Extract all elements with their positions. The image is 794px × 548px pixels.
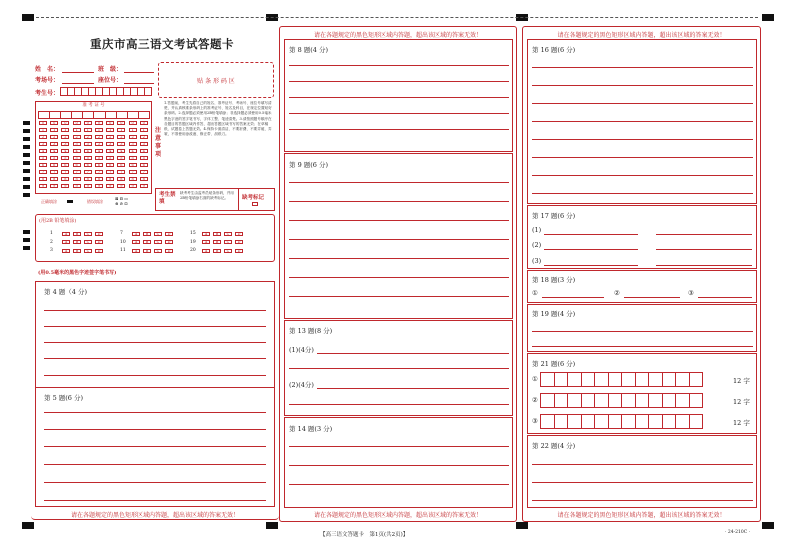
q21-suffix-2: 12 字 xyxy=(733,398,750,406)
mc-option-bubble[interactable]: A xyxy=(132,232,140,236)
digit-bubble[interactable]: 4 xyxy=(50,149,58,153)
notes-title: 注意事项 xyxy=(155,127,162,158)
q16-label: 第 16 题(6 分) xyxy=(532,46,576,54)
digit-bubble[interactable]: 0 xyxy=(106,121,114,125)
q16-box[interactable] xyxy=(527,39,757,204)
corner-mark xyxy=(516,522,528,529)
digit-bubble[interactable]: 0 xyxy=(140,121,148,125)
digit-bubble[interactable]: 2 xyxy=(106,135,114,139)
mc-option-bubble[interactable]: D xyxy=(235,249,243,253)
digit-bubble[interactable]: 1 xyxy=(140,128,148,132)
mc-option-bubble[interactable]: B xyxy=(143,240,151,244)
q19-box[interactable] xyxy=(527,304,757,352)
mc-option-bubble[interactable]: D xyxy=(165,240,173,244)
class-label: 班 级： xyxy=(98,66,123,73)
admission-ticket-grid[interactable] xyxy=(35,101,152,194)
digit-bubble[interactable]: 8 xyxy=(84,177,92,181)
digit-bubble[interactable]: 4 xyxy=(95,149,103,153)
q21-box[interactable] xyxy=(527,353,757,434)
digit-bubble[interactable]: 0 xyxy=(129,121,137,125)
digit-bubble[interactable]: 3 xyxy=(129,142,137,146)
digit-bubble[interactable]: 7 xyxy=(39,170,47,174)
digit-bubble[interactable]: 6 xyxy=(129,163,137,167)
mc-option-bubble[interactable]: C xyxy=(154,249,162,253)
digit-bubble[interactable]: 6 xyxy=(61,163,69,167)
warning-col3-bottom: 请在各题规定的黑色矩形区域内答题，超出该区域的答案无效！ xyxy=(557,512,726,519)
top-dash xyxy=(36,17,758,18)
digit-bubble[interactable]: 0 xyxy=(84,121,92,125)
q4-box[interactable] xyxy=(35,281,275,388)
digit-bubble[interactable]: 3 xyxy=(106,142,114,146)
digit-bubble[interactable]: 8 xyxy=(39,177,47,181)
barcode-label: 贴 条 形 码 区 xyxy=(197,78,235,85)
digit-bubble[interactable]: 5 xyxy=(140,156,148,160)
q14-label: 第 14 题(3 分) xyxy=(289,425,333,433)
digit-bubble[interactable]: 6 xyxy=(73,163,81,167)
digit-bubble[interactable]: 3 xyxy=(84,142,92,146)
digit-bubble[interactable]: 4 xyxy=(61,149,69,153)
digit-bubble[interactable]: 2 xyxy=(61,135,69,139)
q13-label: 第 13 题(8 分) xyxy=(289,327,333,335)
corner-mark xyxy=(266,522,278,529)
mc-option-bubble[interactable]: A xyxy=(62,232,70,236)
warning-col3-top: 请在各题规定的黑色矩形区域内答题，超出该区域的答案无效！ xyxy=(557,32,726,39)
q18-item-3: ③ xyxy=(688,289,694,297)
digit-bubble[interactable]: 0 xyxy=(117,121,125,125)
seat-no-label: 座位号： xyxy=(98,77,123,84)
q9-label: 第 9 题(6 分) xyxy=(289,161,329,169)
digit-bubble[interactable]: 4 xyxy=(73,149,81,153)
mc-option-bubble[interactable]: D xyxy=(165,249,173,253)
q18-item-1: ① xyxy=(532,289,538,297)
digit-bubble[interactable]: 6 xyxy=(50,163,58,167)
digit-bubble[interactable]: 8 xyxy=(95,177,103,181)
digit-bubble[interactable]: 2 xyxy=(117,135,125,139)
digit-bubble[interactable]: 5 xyxy=(117,156,125,160)
digit-bubble[interactable]: 5 xyxy=(95,156,103,160)
digit-bubble[interactable]: 8 xyxy=(73,177,81,181)
mc-option-bubble[interactable]: B xyxy=(73,232,81,236)
digit-bubble[interactable]: 3 xyxy=(140,142,148,146)
digit-bubble[interactable]: 1 xyxy=(95,128,103,132)
digit-bubble[interactable]: 2 xyxy=(129,135,137,139)
q21-item-2: ② xyxy=(532,396,538,404)
mc-option-bubble[interactable]: C xyxy=(84,240,92,244)
mc-option-bubble[interactable]: B xyxy=(213,249,221,253)
digit-bubble[interactable]: 0 xyxy=(61,121,69,125)
digit-bubble[interactable]: 9 xyxy=(95,184,103,188)
digit-bubble[interactable]: 8 xyxy=(140,177,148,181)
q21-item-1: ① xyxy=(532,375,538,383)
mc-header: (用2B 铅笔填涂) xyxy=(39,218,77,224)
digit-bubble[interactable]: 2 xyxy=(50,135,58,139)
digit-bubble[interactable]: 7 xyxy=(84,170,92,174)
q18-label: 第 18 题(3 分) xyxy=(532,276,576,284)
mc-option-bubble[interactable]: A xyxy=(202,240,210,244)
mc-question-number: 19 xyxy=(190,239,196,245)
forbid-text: 缺考考生由监考员贴条形码，并用2B铅笔填涂右面的缺考标记。 xyxy=(180,191,234,200)
mc-section xyxy=(35,214,275,262)
mc-question-number: 3 xyxy=(50,248,53,253)
admission-ticket-label: 准 考 证 号 xyxy=(82,103,105,108)
q13-box[interactable] xyxy=(284,320,513,416)
digit-bubble[interactable]: 3 xyxy=(95,142,103,146)
digit-bubble[interactable]: 9 xyxy=(39,184,47,188)
mc-option-bubble[interactable]: C xyxy=(224,232,232,236)
digit-bubble[interactable]: 5 xyxy=(84,156,92,160)
absent-label: 缺考标记 xyxy=(242,195,265,201)
digit-bubble[interactable]: 3 xyxy=(50,142,58,146)
digit-bubble[interactable]: 7 xyxy=(106,170,114,174)
digit-bubble[interactable]: 1 xyxy=(39,128,47,132)
mc-option-bubble[interactable]: A xyxy=(202,249,210,253)
digit-bubble[interactable]: 7 xyxy=(95,170,103,174)
mc-question-number: 11 xyxy=(120,248,126,253)
warning-col2-bottom: 请在各题规定的黑色矩形区域内答题，超出该区域的答案无效！ xyxy=(313,512,482,519)
digit-bubble[interactable]: 9 xyxy=(140,184,148,188)
exam-no-label: 考场号： xyxy=(35,77,60,84)
mc-question-number: 10 xyxy=(120,239,126,245)
fill-example xyxy=(35,196,152,210)
digit-bubble[interactable]: 8 xyxy=(129,177,137,181)
digit-bubble[interactable]: 2 xyxy=(95,135,103,139)
digit-bubble[interactable]: 7 xyxy=(117,170,125,174)
mc-option-bubble[interactable]: A xyxy=(62,249,70,253)
digit-bubble[interactable]: 6 xyxy=(84,163,92,167)
digit-bubble[interactable]: 7 xyxy=(61,170,69,174)
q19-label: 第 19 题(4 分) xyxy=(532,310,576,318)
q21-label: 第 21 题(6 分) xyxy=(532,360,576,368)
pen-note: (用0.5毫米的黑色字迹签字笔书写) xyxy=(38,270,117,276)
q22-box[interactable] xyxy=(527,435,757,508)
mc-option-bubble[interactable]: D xyxy=(95,232,103,236)
q5-label: 第 5 题(6 分) xyxy=(44,394,84,402)
digit-bubble[interactable]: 9 xyxy=(84,184,92,188)
digit-bubble[interactable]: 9 xyxy=(117,184,125,188)
digit-bubble[interactable]: 7 xyxy=(73,170,81,174)
digit-bubble[interactable]: 9 xyxy=(73,184,81,188)
mc-option-bubble[interactable]: C xyxy=(224,240,232,244)
warning-col2-top: 请在各题规定的黑色矩形区域内答题，超出该区域的答案无效！ xyxy=(313,32,482,39)
exam-no-field[interactable] xyxy=(62,83,94,84)
digit-bubble[interactable]: 5 xyxy=(73,156,81,160)
mc-option-bubble[interactable]: B xyxy=(73,240,81,244)
mc-option-bubble[interactable]: D xyxy=(165,232,173,236)
digit-bubble[interactable]: 0 xyxy=(39,121,47,125)
digit-bubble[interactable]: 5 xyxy=(129,156,137,160)
barcode-area xyxy=(158,62,274,98)
digit-bubbles[interactable] xyxy=(38,121,150,191)
name-field[interactable] xyxy=(62,72,94,73)
q14-box[interactable] xyxy=(284,417,513,508)
mc-question-number: 7 xyxy=(120,231,123,236)
absent-checkbox[interactable] xyxy=(252,202,258,206)
q8-box[interactable] xyxy=(284,39,513,152)
correct-fill-mark xyxy=(67,200,73,203)
name-label: 姓 名： xyxy=(35,66,60,73)
digit-bubble[interactable]: 1 xyxy=(106,128,114,132)
digit-bubble[interactable]: 3 xyxy=(73,142,81,146)
corner-mark xyxy=(762,522,774,529)
q17-item-1: (1) xyxy=(532,226,542,234)
digit-bubble[interactable]: 3 xyxy=(61,142,69,146)
digit-bubble[interactable]: 9 xyxy=(50,184,58,188)
mc-question-number: 2 xyxy=(50,239,53,245)
warning-col1: 请在各题规定的黑色矩形区域内答题，超出该区域的答案无效！ xyxy=(70,512,239,519)
q4-label: 第 4 题（4 分) xyxy=(44,288,88,296)
mc-option-bubble[interactable]: C xyxy=(154,240,162,244)
digit-bubble[interactable]: 8 xyxy=(61,177,69,181)
q17-label: 第 17 题(6 分) xyxy=(532,212,576,220)
mc-question-number: 15 xyxy=(190,231,196,236)
correct-fill-label: 正确填涂 xyxy=(41,199,57,204)
q18-item-2: ② xyxy=(614,289,620,297)
digit-bubble[interactable]: 1 xyxy=(61,128,69,132)
mc-question-number: 1 xyxy=(50,231,53,236)
mc-option-bubble[interactable]: A xyxy=(132,249,140,253)
digit-bubble[interactable]: 1 xyxy=(117,128,125,132)
digit-bubble[interactable]: 6 xyxy=(140,163,148,167)
digit-bubble[interactable]: 4 xyxy=(106,149,114,153)
digit-bubble[interactable]: 8 xyxy=(50,177,58,181)
digit-bubble[interactable]: 1 xyxy=(73,128,81,132)
paper-code: · 24-210C · xyxy=(725,530,751,535)
q21-grid-1[interactable] xyxy=(541,372,703,387)
mc-option-bubble[interactable]: C xyxy=(84,249,92,253)
mc-option-bubble[interactable]: D xyxy=(235,240,243,244)
digit-bubble[interactable]: 5 xyxy=(106,156,114,160)
mc-question-number: 20 xyxy=(190,248,196,253)
mc-option-bubble[interactable]: B xyxy=(73,249,81,253)
digit-bubble[interactable]: 9 xyxy=(61,184,69,188)
q21-suffix-3: 12 字 xyxy=(733,419,750,427)
corner-mark xyxy=(22,522,34,529)
digit-bubble[interactable]: 9 xyxy=(106,184,114,188)
digit-bubble[interactable]: 6 xyxy=(106,163,114,167)
wrong-fill-marks: ⊠ ⊟ ▭ ⊗ ⊘ ⊡ xyxy=(115,196,129,206)
digit-bubble[interactable]: 5 xyxy=(61,156,69,160)
student-no-boxes[interactable] xyxy=(60,87,152,96)
digit-bubble[interactable]: 4 xyxy=(129,149,137,153)
corner-mark xyxy=(22,14,34,21)
q13-2-label: (2)(4分) xyxy=(289,381,314,389)
wrong-fill-label: 错误填涂 xyxy=(87,199,103,204)
q21-suffix-1: 12 字 xyxy=(733,377,750,385)
seat-no-field[interactable] xyxy=(124,83,154,84)
mc-option-bubble[interactable]: D xyxy=(95,249,103,253)
q13-1-label: (1)(4分) xyxy=(289,346,314,354)
digit-bubble[interactable]: 8 xyxy=(106,177,114,181)
digit-bubble[interactable]: 7 xyxy=(140,170,148,174)
mc-option-bubble[interactable]: D xyxy=(95,240,103,244)
digit-bubble[interactable]: 5 xyxy=(50,156,58,160)
mc-option-bubble[interactable]: A xyxy=(62,240,70,244)
digit-bubble[interactable]: 1 xyxy=(84,128,92,132)
digit-bubble[interactable]: 4 xyxy=(39,149,47,153)
digit-bubble[interactable]: 6 xyxy=(117,163,125,167)
q17-item-3: (3) xyxy=(532,257,542,265)
mc-option-bubble[interactable]: C xyxy=(224,249,232,253)
mc-option-bubble[interactable]: A xyxy=(132,240,140,244)
digit-bubble[interactable]: 1 xyxy=(129,128,137,132)
q21-grid-2[interactable] xyxy=(541,393,703,408)
exam-title: 重庆市高三语文考试答题卡 xyxy=(90,37,234,51)
digit-bubble[interactable]: 7 xyxy=(129,170,137,174)
notes-text: 1.答题前，考生先将自己的姓名、准考证号、考场号、座位号填写清楚，并认真核准条形码上的准考证号、姓名及科目，在规定位置贴好条形码。2.选择题必须使用2B铅笔填涂；非选择题必须使用0.5毫米黑色字迹的签字笔书写，字体工整、笔迹清楚。3.请按照题号顺序在各题目的答题区域内作答，超出答题区域书写的答案无效；在草稿纸、试题卷上答题无效。4.保持卡面清洁，不要折叠、不要弄破、弄皱，不准使用涂改液、修正带、刮纸刀。 xyxy=(164,101,272,137)
q8-label: 第 8 题(4 分) xyxy=(289,46,329,54)
digit-bubble[interactable]: 8 xyxy=(117,177,125,181)
digit-bubble[interactable]: 0 xyxy=(50,121,58,125)
q9-box[interactable] xyxy=(284,153,513,319)
student-no-label: 考生号： xyxy=(35,90,60,97)
forbid-box xyxy=(155,188,275,211)
page-footer: 【高三语文答题卡 第1页(共2页)】 xyxy=(320,532,409,538)
digit-bubble[interactable]: 2 xyxy=(73,135,81,139)
q5-box[interactable] xyxy=(35,387,275,507)
forbid-title: 考生禁填 xyxy=(159,192,176,205)
digit-bubble[interactable]: 0 xyxy=(73,121,81,125)
corner-mark xyxy=(762,14,774,21)
digit-bubble[interactable]: 9 xyxy=(129,184,137,188)
q21-item-3: ③ xyxy=(532,417,538,425)
digit-bubble[interactable]: 3 xyxy=(117,142,125,146)
digit-bubble[interactable]: 6 xyxy=(39,163,47,167)
mc-option-bubble[interactable]: A xyxy=(202,232,210,236)
q17-item-2: (2) xyxy=(532,241,542,249)
q17-box[interactable] xyxy=(527,205,757,269)
digit-bubble[interactable]: 2 xyxy=(84,135,92,139)
mc-option-bubble[interactable]: B xyxy=(213,240,221,244)
mc-option-bubble[interactable]: D xyxy=(235,232,243,236)
digit-bubble[interactable]: 4 xyxy=(140,149,148,153)
digit-bubble[interactable]: 2 xyxy=(39,135,47,139)
digit-bubble[interactable]: 7 xyxy=(50,170,58,174)
digit-bubble[interactable]: 3 xyxy=(39,142,47,146)
digit-bubble[interactable]: 4 xyxy=(84,149,92,153)
digit-bubble[interactable]: 0 xyxy=(95,121,103,125)
digit-bubble[interactable]: 1 xyxy=(50,128,58,132)
mc-option-bubble[interactable]: B xyxy=(143,232,151,236)
digit-bubble[interactable]: 4 xyxy=(117,149,125,153)
class-field[interactable] xyxy=(124,72,154,73)
q18-box[interactable] xyxy=(527,270,757,303)
q21-grid-3[interactable] xyxy=(541,414,703,429)
digit-bubble[interactable]: 6 xyxy=(95,163,103,167)
mc-option-bubble[interactable]: B xyxy=(213,232,221,236)
q22-label: 第 22 题(4 分) xyxy=(532,442,576,450)
mc-option-bubble[interactable]: C xyxy=(154,232,162,236)
mc-option-bubble[interactable]: B xyxy=(143,249,151,253)
digit-bubble[interactable]: 5 xyxy=(39,156,47,160)
digit-bubble[interactable]: 2 xyxy=(140,135,148,139)
mc-option-bubble[interactable]: C xyxy=(84,232,92,236)
